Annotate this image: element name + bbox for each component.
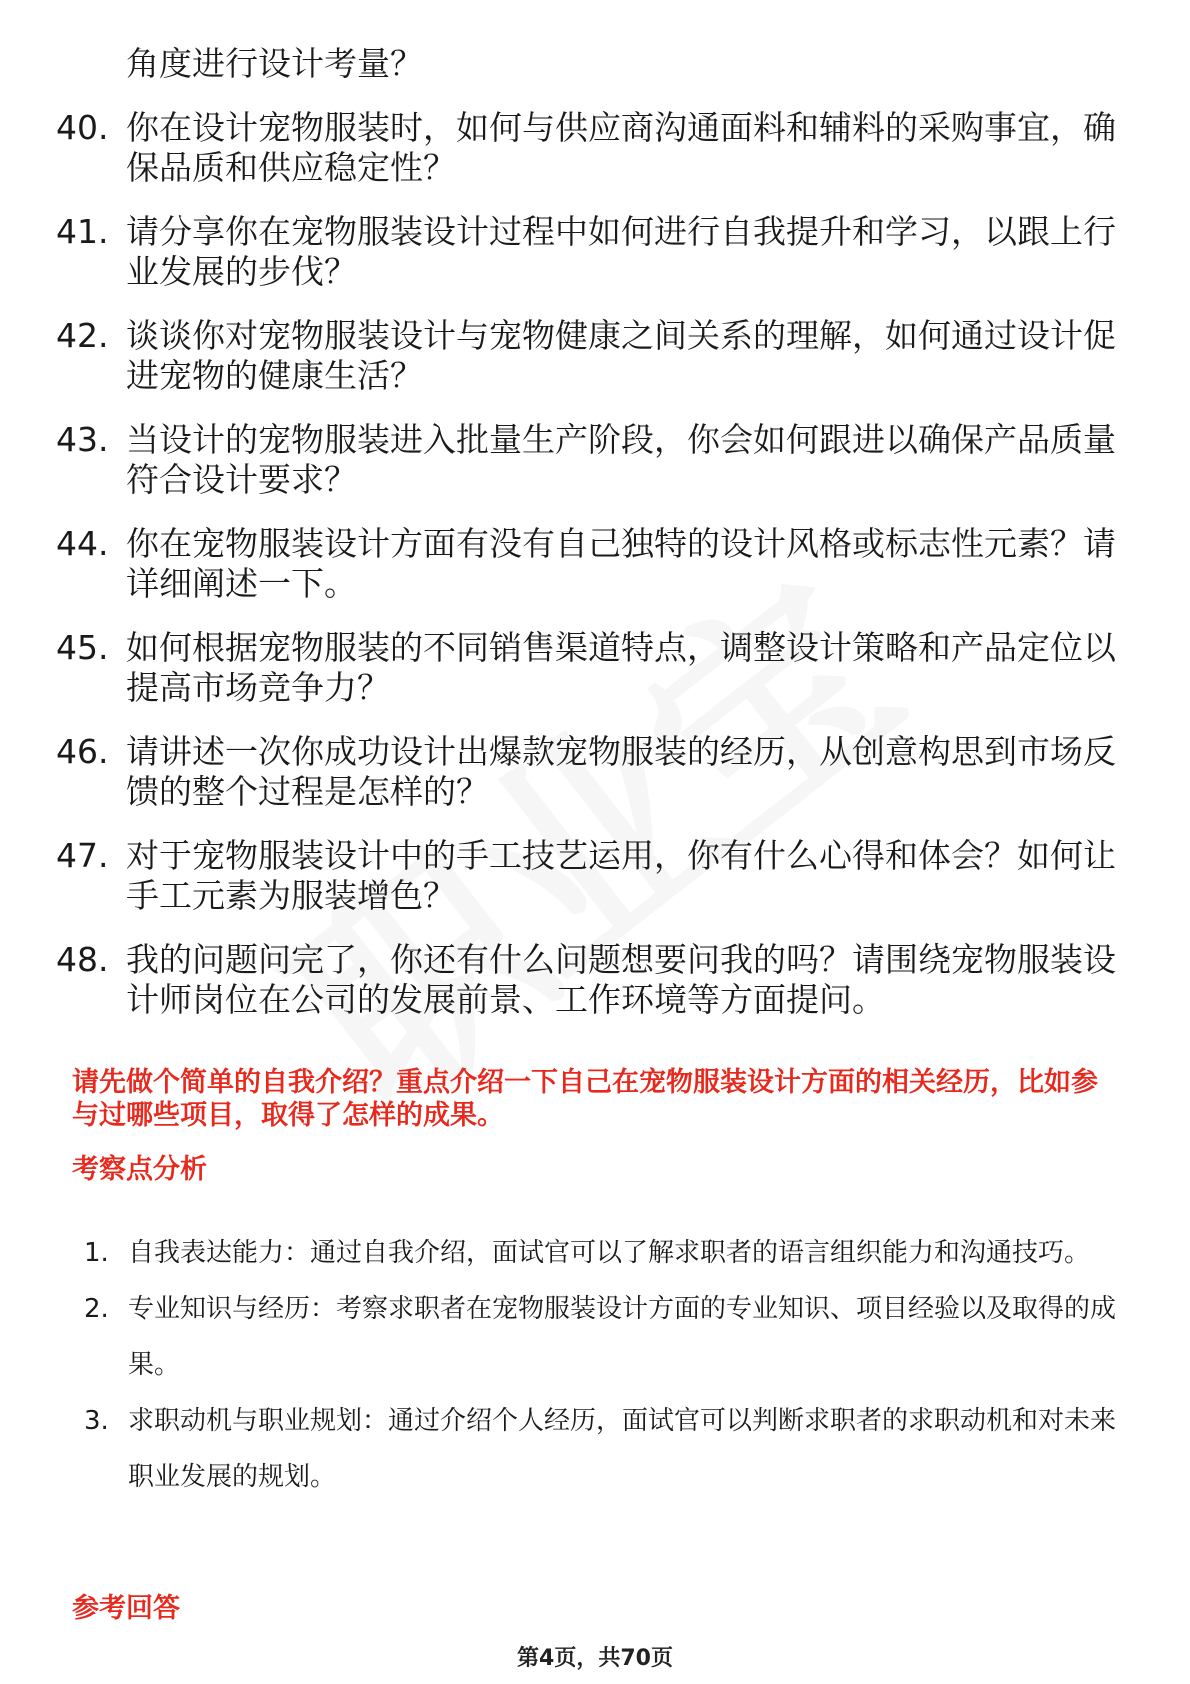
list-item bbox=[56, 420, 1116, 500]
analysis-title: 考察点分析 bbox=[72, 1154, 207, 1185]
list-item bbox=[56, 940, 1116, 1020]
question-text: 谈谈你对宠物服装设计与宠物健康之间关系的理解，如何通过设计促进宠物的健康生活？ bbox=[126, 316, 1116, 395]
list-item bbox=[56, 524, 1116, 604]
analysis-text: 自我表达能力：通过自我介绍，面试官可以了解求职者的语言组织能力和沟通技巧。 bbox=[128, 1238, 1091, 1268]
item-number: 48. bbox=[56, 940, 109, 979]
list-item bbox=[56, 732, 1116, 812]
question-text: 请讲述一次你成功设计出爆款宠物服装的经历，从创意构思到市场反馈的整个过程是怎样的？ bbox=[126, 732, 1116, 811]
list-item bbox=[56, 316, 1116, 396]
list-item bbox=[56, 212, 1116, 292]
list-item bbox=[56, 628, 1116, 708]
analysis-text: 专业知识与经历：考察求职者在宠物服装设计方面的专业知识、项目经验以及取得的成果。 bbox=[128, 1294, 1117, 1380]
item-number: 3. bbox=[84, 1406, 109, 1436]
analysis-text: 求职动机与职业规划：通过介绍个人经历，面试官可以判断求职者的求职动机和对未来职业发展的规划。 bbox=[128, 1406, 1117, 1492]
list-item bbox=[56, 836, 1116, 916]
item-number: 41. bbox=[56, 212, 109, 251]
question-text: 请分享你在宠物服装设计过程中如何进行自我提升和学习，以跟上行业发展的步伐？ bbox=[126, 212, 1116, 291]
list-item bbox=[84, 1393, 1124, 1505]
highlight-question: 请先做个简单的自我介绍？重点介绍一下自己在宠物服装设计方面的相关经历，比如参与过哪些项目，取得了怎样的成果。 bbox=[72, 1067, 1098, 1131]
question-text: 如何根据宠物服装的不同销售渠道特点，调整设计策略和产品定位以提高市场竞争力？ bbox=[126, 628, 1116, 707]
item-number: 40. bbox=[56, 108, 109, 147]
question-continuation: 角度进行设计考量？ bbox=[126, 44, 423, 83]
list-item bbox=[84, 1225, 1124, 1281]
question-text: 当设计的宠物服装进入批量生产阶段，你会如何跟进以确保产品质量符合设计要求？ bbox=[126, 420, 1116, 499]
question-list bbox=[56, 44, 1116, 1044]
item-number: 44. bbox=[56, 524, 109, 563]
item-number: 43. bbox=[56, 420, 109, 459]
page-footer: 第4页，共70页 bbox=[517, 1646, 673, 1671]
reference-answer-title: 参考回答 bbox=[72, 1593, 180, 1624]
list-item bbox=[56, 108, 1116, 188]
question-text: 你在宠物服装设计方面有没有自己独特的设计风格或标志性元素？请详细阐述一下。 bbox=[126, 524, 1116, 603]
analysis-list bbox=[84, 1225, 1124, 1505]
item-number: 47. bbox=[56, 836, 109, 875]
question-text: 对于宠物服装设计中的手工技艺运用，你有什么心得和体会？如何让手工元素为服装增色？ bbox=[126, 836, 1116, 915]
list-item bbox=[84, 1281, 1124, 1393]
item-number: 1. bbox=[84, 1238, 109, 1268]
question-text: 我的问题问完了，你还有什么问题想要问我的吗？请围绕宠物服装设计师岗位在公司的发展前景、工作环境等方面提问。 bbox=[126, 940, 1116, 1019]
question-text: 你在设计宠物服装时，如何与供应商沟通面料和辅料的采购事宜，确保品质和供应稳定性？ bbox=[126, 108, 1116, 187]
item-number: 45. bbox=[56, 628, 109, 667]
item-number: 2. bbox=[84, 1294, 109, 1324]
item-number: 42. bbox=[56, 316, 109, 355]
item-number: 46. bbox=[56, 732, 109, 771]
